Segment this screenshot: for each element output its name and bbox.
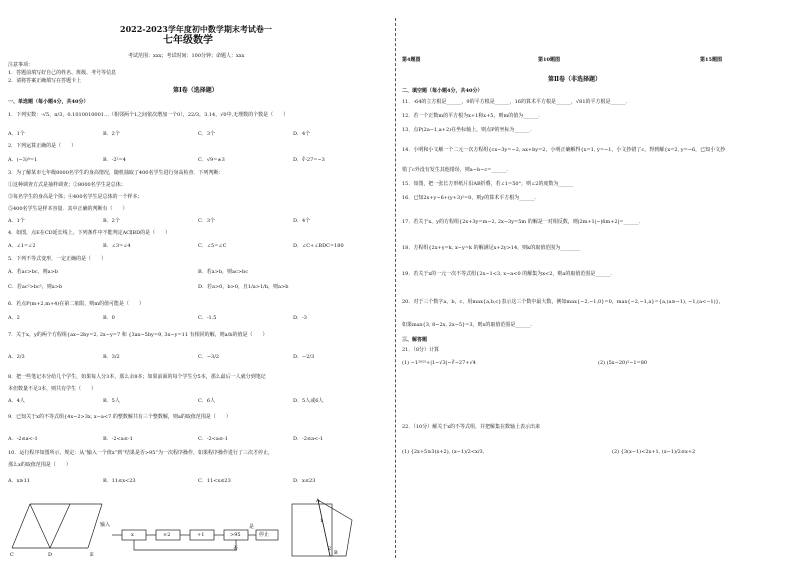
q7: 7．关于x，y的两个方程组{ax−2by=2, 2x−y=7 和 {3ax−5by=9, 3x−y=11 有相同的解，则a/b的值是（ ） <box>8 332 268 338</box>
q3-opt-c: C．3个 <box>198 218 216 224</box>
q1-opt-b: B．2个 <box>103 131 120 137</box>
q6: 6．若点P(m+2,m+4)在第二象限，则m的值可能是（ ） <box>8 301 145 307</box>
part2-title: 第Ⅱ卷（非选择题） <box>548 76 602 83</box>
q7-opt-a: A．2/3 <box>8 354 25 360</box>
q8-line1: 8．把一些笔记本分给几个学生，如果每人分3本，那么余8本；如果前面的每个学生分5本，那么最后一人就分到笔记 <box>8 374 266 380</box>
q16: 16．已知2x+y−6+(y+3)²=0，则y的算术平方根为______． <box>402 195 540 201</box>
q6-opt-c: C．-1.5 <box>198 315 217 321</box>
q2-opt-d: D．∛-27=−3 <box>293 157 325 163</box>
section1-title: 一、单选题（每小题4分，共40分） <box>8 99 89 105</box>
q10-opt-d: D．x≤23 <box>293 478 316 484</box>
q2-opt-a: A．(−3)⁰=1 <box>8 157 38 163</box>
section3-title: 三、解答题 <box>402 337 428 343</box>
q7-opt-b: B．3/2 <box>103 354 120 360</box>
q4: 4．如图，点E在CD延长线上，下列条件中不能判定AC∥BD的是（ ） <box>8 230 171 236</box>
q5-opt-c: C．若ac²>bc²，则a>b <box>8 284 63 290</box>
q8-opt-b: B．5人 <box>103 398 120 404</box>
fig-label-10: 第10题图 <box>538 57 560 63</box>
q8-line2: 本但数量不足3本，则共有学生（ ） <box>8 386 97 392</box>
q3-line2: ①这种调查方式是抽样调查；②8000名学生是总体； <box>8 182 126 188</box>
note-2: 2．请将答案正确填写在答题卡上 <box>8 78 82 84</box>
q1-opt-c: C．3个 <box>198 131 216 137</box>
note-1: 1．答题前填写好自己的姓名、班级、考号等信息 <box>8 70 117 76</box>
svg-text:D: D <box>48 552 53 558</box>
svg-text:B: B <box>334 550 338 556</box>
q5-opt-b: B．若a>b，则ac>bc <box>198 269 249 275</box>
q22-part2: (2) {3(x−1)<2x+1, (x−1)/2≤x+2 <box>612 449 696 455</box>
q22-part1: (1) {2x+5≥3(x+2), (x−1)/2<x/3, <box>402 449 485 455</box>
q6-opt-b: B．0 <box>103 315 115 321</box>
q9-opt-b: B．-2<a≤-1 <box>103 436 133 442</box>
q1: 1．下列实数：-√5，π/3，0.1010010001…（相邻两个1之间依次增加一个0），22/3，3.14，√0中,无理数的个数是（ ） <box>8 112 289 118</box>
q10-opt-b: B．11≤x<23 <box>103 478 136 484</box>
q2-opt-b: B．-2²=4 <box>103 157 126 163</box>
q21-part1: (1) −1²⁰²³+|1−√3|−∛−27+√4 <box>402 360 476 366</box>
q6-opt-d: D．-3 <box>293 315 307 321</box>
fig-label-4: 第4题图 <box>402 57 421 63</box>
q20-line2: 如果max{3, 8−2x, 2x−5}=3，则x的取值范围是______． <box>402 322 536 328</box>
svg-text:2: 2 <box>328 546 332 552</box>
flow-no: 否 <box>233 546 239 552</box>
q10-line2: 那么x的取值范围是（ ） <box>8 462 71 468</box>
q3-line3: ③每名学生的身高是个体；④400名学生是总体的一个样本； <box>8 194 143 200</box>
q15-figure <box>290 498 360 560</box>
q7-opt-d: D．−2/3 <box>293 354 315 360</box>
exam-title: 2022-2023学年度初中数学期末考试卷一 <box>120 24 272 34</box>
q20-line1: 20．对于三个数字a，b，c，用max{a,b,c}表示这三个数中最大数，例如max{−2,−1,0}=0，max{−2,−1,a}={a,(a≥−1), −1,(a<−1)}， <box>402 299 724 305</box>
q5-opt-a: A．若ac>bc，则a>b <box>8 269 58 275</box>
q8-opt-c: C．6人 <box>198 398 216 404</box>
flow-stop: 停止 <box>259 532 270 538</box>
q5: 5．下列不等式变形，一定正确的是（ ） <box>8 256 107 262</box>
section2-title: 二、填空题（每小题4分，共40分） <box>402 88 483 94</box>
q21-part2: (2) (5x−20)²−1=80 <box>598 360 648 366</box>
flow-input-label: 输入 <box>100 522 111 528</box>
svg-text:1: 1 <box>320 518 324 524</box>
q2-opt-c: C．√9=±3 <box>198 157 225 163</box>
q1-opt-a: A．1个 <box>8 131 25 137</box>
q4-opt-b: B．∠3=∠4 <box>103 243 131 249</box>
q3-line4: ⑤400名学生是样本容量．其中正确的判断有（ ） <box>8 206 128 212</box>
flow-yes: 是 <box>249 524 255 530</box>
q13: 13．点P(2a−1,a+2)在坐标轴上，则点P的坐标为______． <box>402 127 535 133</box>
flow-cmp: >95 <box>230 532 241 538</box>
flow-x: x <box>131 532 134 538</box>
q9-opt-a: A．-2≤a<-1 <box>8 436 38 442</box>
q10-opt-a: A．x≥11 <box>8 478 30 484</box>
exam-info: 考试范围：xxx；考试时间：100分钟；命题人：xxx <box>128 53 245 59</box>
q14-line2: 错了c外没有发生其他错误，则a−b−c=______． <box>402 167 512 173</box>
q9-opt-d: D．-2≤a<-1 <box>293 436 324 442</box>
q3-opt-a: A．1个 <box>8 218 25 224</box>
part1-title: 第Ⅰ卷（选择题） <box>173 87 218 94</box>
q4-opt-c: C．∠5=∠C <box>198 243 227 249</box>
q9-opt-c: C．-2<a≤-1 <box>198 436 228 442</box>
q4-opt-d: D．∠C+∠BDC=180 <box>293 243 344 249</box>
q17: 17．若关于x、y的方程组{2x+3y=m−2, 2x−3y=5m 的解是一对相反数，则|2m+1|−|6m+2|=______． <box>402 219 644 225</box>
exam-subtitle: 七年级数学 <box>163 35 213 46</box>
flow-mul: ×2 <box>163 532 171 538</box>
q3-opt-b: B．2个 <box>103 218 120 224</box>
q18: 18．方程组{2x+y=k, x−y=k 的解满足x+2y>14，则k的取值范围为________ <box>402 245 581 251</box>
q8-opt-a: A．4人 <box>8 398 25 404</box>
q11: 11．-64的立方根是______，9的平方根是______，16的算术平方根是______，√81的平方根是______． <box>402 99 631 105</box>
q14-line1: 14．小明和小文解一个二元一次方程组{cx−3y=−2, ax+by=2，小明正确解得{x=1, y=−1，小文抄错了c，得到解{x=2, y=−6，已知小文抄 <box>402 147 726 153</box>
q15: 15．如图，把一张长方形纸片沿AB折叠，若∠1=50°，则∠2的度数为______ <box>402 181 574 187</box>
q8-opt-d: D．5人或6人 <box>293 398 324 404</box>
svg-text:E: E <box>90 552 94 558</box>
q3-opt-d: D．4个 <box>293 218 311 224</box>
fig-label-15: 第15题图 <box>700 57 722 63</box>
q4-figure <box>10 496 105 558</box>
notes-title: 注意事项： <box>8 62 34 68</box>
q19: 19．若关于x的一元一次不等式组{2x−1<3, x−a<0 的解集为x<2，则a的取值范围是______． <box>402 271 616 277</box>
q1-opt-d: D．4个 <box>293 131 311 137</box>
column-divider <box>395 18 396 558</box>
flow-add: +1 <box>197 532 205 538</box>
q10-opt-c: C．11<x≤23 <box>198 478 231 484</box>
q2: 2．下列运算正确的是（ ） <box>8 143 77 149</box>
q6-opt-a: A．2 <box>8 315 20 321</box>
q5-opt-d: D．若a>0，b>0，且1/a>1/b，则a>b <box>198 284 289 290</box>
q7-opt-c: C．−3/2 <box>198 354 220 360</box>
q4-opt-a: A．∠1=∠2 <box>8 243 36 249</box>
q3-line1: 3．为了解某市七年级8000名学生的身高情况，随机抽取了400名学生进行身高检查．下列判断： <box>8 170 224 176</box>
svg-text:A: A <box>316 498 320 504</box>
q12: 12．若一个正数m的平方根为x+1和x+5，则m的值为______． <box>402 113 544 119</box>
q22: 22．（10分）解关于x的不等式组，并把解集在数轴上表示出来 <box>402 424 541 430</box>
q9: 9．已知关于x的不等式组{4x−2>3x, x−a<7 的整数解共有三个整数解，则a的取值范围是（ ） <box>8 414 231 420</box>
q10-line1: 10．运行程序如图所示，规定：从“输入一个值x”到“结果是否>95”为一次程序操作，如果程序操作进行了三次才停止， <box>8 450 273 456</box>
svg-text:C: C <box>10 552 14 558</box>
q21: 21．（8分）计算 <box>402 347 440 353</box>
